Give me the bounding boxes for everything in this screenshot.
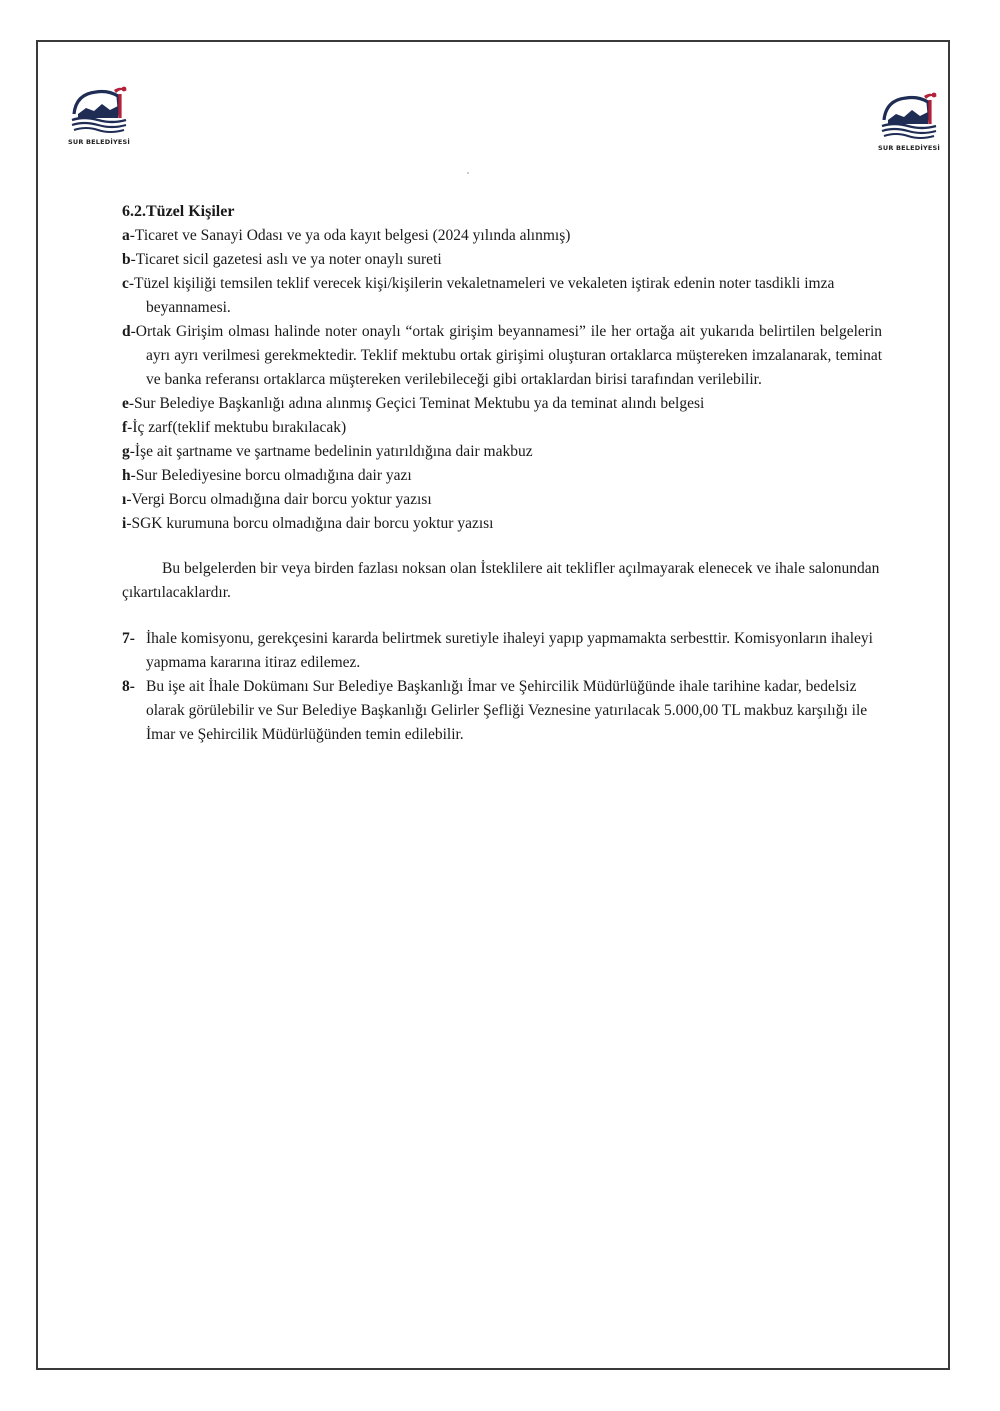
list-item	[122, 392, 882, 416]
logo-caption: SUR BELEDİYESİ	[877, 144, 941, 152]
numbered-item	[122, 675, 882, 747]
item-text: -Vergi Borcu olmadığına dair borcu yoktur yazısı	[126, 491, 432, 508]
sur-belediyesi-emblem-icon	[64, 84, 134, 136]
list-item	[122, 464, 882, 488]
sur-belediyesi-emblem-icon	[874, 90, 944, 142]
list-item	[122, 272, 882, 320]
item-marker: ı	[122, 491, 127, 508]
document-body	[122, 200, 882, 747]
item-text: -Tüzel kişiliği temsilen teklif verecek kişi/kişilerin vekaletnameleri ve vekaleten iştirak edenin noter tasdikli imza beyannamesi.	[128, 275, 835, 316]
item-marker: i	[122, 515, 127, 532]
item-text: -Ortak Girişim olması halinde noter onaylı “ortak girişim beyannamesi” ile her ortağa ait yukarıda belirtilen belgelerin ayrı ayrı verilmesi gerekmektedir. Teklif mektubu ortak girişimi oluşturan ortaklarca müştereken imzalanarak, teminat ve banka referansı ortaklarca müştereken verilebileceği gibi ortaklardan birisi tarafından verilebilir.	[130, 323, 882, 388]
item-marker: d	[122, 323, 131, 340]
list-item	[122, 440, 882, 464]
numbered-list	[122, 627, 882, 747]
list-item	[122, 488, 882, 512]
item-text: -İç zarf(teklif mektubu bırakılacak)	[127, 419, 347, 436]
item-text: -Sur Belediye Başkanlığı adına alınmış Geçici Teminat Mektubu ya da teminat alındı belgesi	[128, 395, 705, 412]
item-text: -Ticaret ve Sanayi Odası ve ya oda kayıt belgesi (2024 yılında alınmış)	[129, 227, 571, 244]
item-marker: b	[122, 251, 131, 268]
item-text: -Sur Belediyesine borcu olmadığına dair yazı	[130, 467, 412, 484]
item-number: 8-	[122, 678, 135, 695]
item-number: 7-	[122, 630, 135, 647]
numbered-item	[122, 627, 882, 675]
item-marker: c	[122, 275, 129, 292]
list-item	[122, 224, 882, 248]
list-item	[122, 320, 882, 392]
item-marker: g	[122, 443, 130, 460]
scan-speck	[467, 172, 469, 174]
item-marker: e	[122, 395, 129, 412]
list-item	[122, 416, 882, 440]
item-text: -Ticaret sicil gazetesi aslı ve ya noter onaylı sureti	[130, 251, 442, 268]
item-marker: h	[122, 467, 131, 484]
list-item	[122, 512, 882, 536]
item-text: Bu işe ait İhale Dokümanı Sur Belediye Başkanlığı İmar ve Şehircilik Müdürlüğünde ihale tarihine kadar, bedelsiz olarak görülebilir ve Sur Belediye Başkanlığı Gelirler Şefliği Veznesine yatırılacak 5.000,00 TL makbuz karşılığı ile İmar ve Şehircilik Müdürlüğünden temin edilebilir.	[146, 678, 868, 743]
section-heading: 6.2.Tüzel Kişiler	[122, 203, 235, 220]
list-item	[122, 248, 882, 272]
sur-belediyesi-logo-left	[56, 84, 142, 154]
item-marker: a	[122, 227, 130, 244]
item-text: -SGK kurumuna borcu olmadığına dair borcu yoktur yazısı	[126, 515, 494, 532]
exclusion-paragraph: Bu belgelerden bir veya birden fazlası noksan olan İsteklilere ait teklifler açılmayarak elenecek ve ihale salonundan çıkartılacaklardır.	[122, 560, 880, 601]
sur-belediyesi-logo-right	[866, 90, 952, 160]
item-text: İhale komisyonu, gerekçesini kararda belirtmek suretiyle ihaleyi yapıp yapmamakta serbesttir. Komisyonların ihaleyi yapmama kararına itiraz edilemez.	[146, 630, 873, 671]
logo-caption: SUR BELEDİYESİ	[67, 138, 131, 146]
item-text: -İşe ait şartname ve şartname bedelinin yatırıldığına dair makbuz	[129, 443, 533, 460]
item-marker: f	[122, 419, 128, 436]
